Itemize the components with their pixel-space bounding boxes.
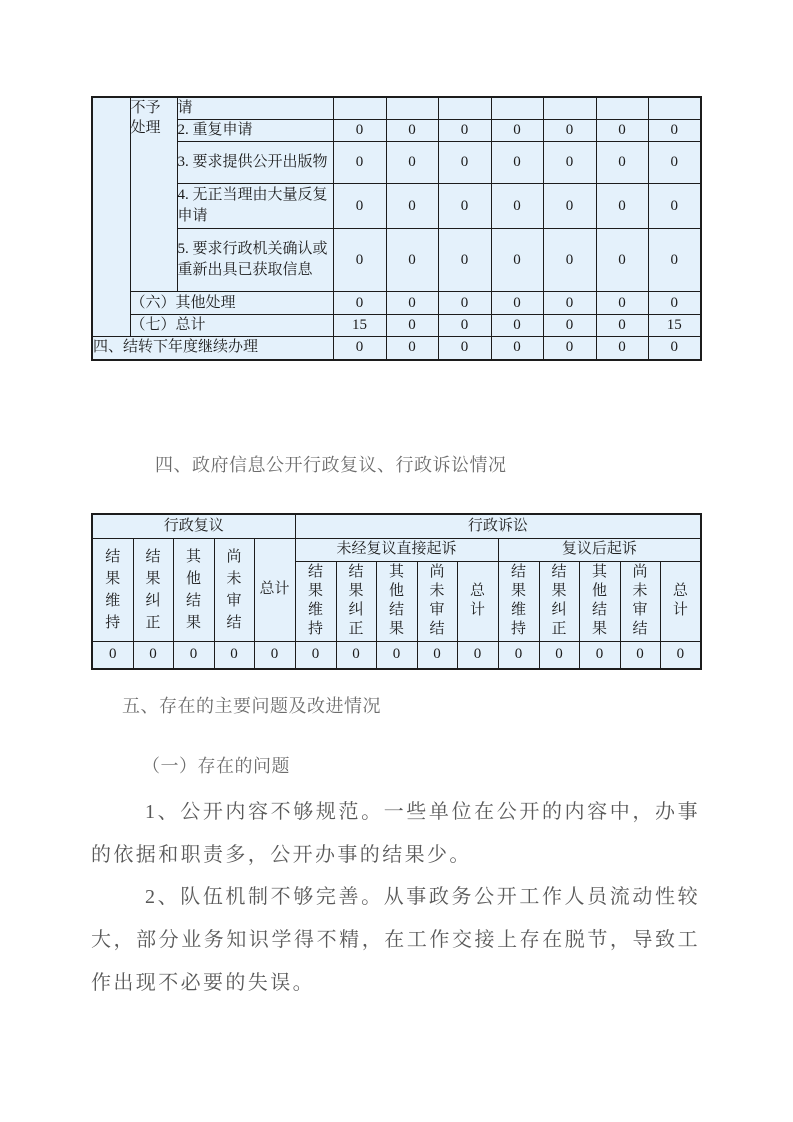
value-cell: 0: [336, 641, 376, 669]
problem-paragraph-1: 1、公开内容不够规范。一些单位在公开的内容中，办事的依据和职责多，公开办事的结果少。: [91, 801, 700, 866]
row-label: 4. 无正当理由大量反复申请: [177, 184, 333, 229]
value-cell: 0: [386, 184, 438, 229]
row-label: （六）其他处理: [130, 292, 333, 315]
column-label: 结果纠正: [336, 561, 376, 641]
value-cell: 0: [92, 641, 133, 669]
value-cell: 0: [543, 120, 596, 142]
value-cell: 0: [438, 120, 491, 142]
value-cell: 0: [386, 337, 438, 360]
value-cell: 0: [543, 142, 596, 184]
column-label: 结果维持: [92, 538, 133, 641]
value-cell: [648, 97, 701, 120]
value-cell: 15: [648, 315, 701, 337]
value-cell: 0: [491, 337, 543, 360]
direct-sue-header: 未经复议直接起诉: [295, 538, 498, 561]
value-cell: 0: [543, 337, 596, 360]
value-cell: 0: [457, 641, 498, 669]
value-cell: 0: [648, 184, 701, 229]
table-row: [92, 514, 701, 538]
table-row: [92, 315, 701, 337]
column-label: 结果纠正: [539, 561, 579, 641]
table-row: [92, 229, 701, 292]
value-cell: 0: [438, 184, 491, 229]
column-label: 结果维持: [498, 561, 539, 641]
value-cell: 0: [491, 315, 543, 337]
table-row: [92, 538, 701, 561]
value-cell: 0: [333, 142, 386, 184]
value-cell: 0: [543, 229, 596, 292]
value-cell: 0: [386, 315, 438, 337]
value-cell: 0: [173, 641, 214, 669]
value-cell: 0: [214, 641, 254, 669]
row-label: 3. 要求提供公开出版物: [177, 142, 333, 184]
column-label: 尚未审结: [620, 561, 660, 641]
value-cell: 0: [333, 229, 386, 292]
value-cell: [491, 97, 543, 120]
value-cell: 0: [543, 184, 596, 229]
value-cell: 0: [648, 337, 701, 360]
review-litigation-table: [91, 513, 702, 670]
value-cell: 0: [648, 292, 701, 315]
value-cell: [386, 97, 438, 120]
column-label: 其他结果: [376, 561, 417, 641]
value-cell: 0: [543, 292, 596, 315]
section5-subtitle: （一）存在的问题: [142, 756, 290, 776]
value-cell: 0: [386, 229, 438, 292]
value-cell: 0: [660, 641, 701, 669]
value-cell: 0: [596, 337, 648, 360]
value-cell: 0: [333, 337, 386, 360]
value-cell: 0: [648, 142, 701, 184]
column-label: 总计: [660, 561, 701, 641]
after-review-sue-header: 复议后起诉: [498, 538, 701, 561]
value-cell: 15: [333, 315, 386, 337]
section4-title: 四、政府信息公开行政复议、行政诉讼情况: [155, 455, 507, 475]
value-cell: 0: [438, 229, 491, 292]
review-header: 行政复议: [92, 514, 295, 538]
value-cell: 0: [648, 229, 701, 292]
value-cell: 0: [333, 184, 386, 229]
group-label: 不予处理: [130, 100, 161, 136]
value-cell: 0: [333, 292, 386, 315]
value-cell: 0: [386, 142, 438, 184]
column-label: 尚未审结: [214, 538, 254, 641]
value-cell: 0: [648, 120, 701, 142]
column-label: 其他结果: [579, 561, 620, 641]
value-cell: 0: [438, 337, 491, 360]
table-row: [92, 184, 701, 229]
row-label: 四、结转下年度继续办理: [92, 337, 333, 360]
value-cell: 0: [254, 641, 295, 669]
value-cell: 0: [539, 641, 579, 669]
value-cell: [438, 97, 491, 120]
value-cell: 0: [438, 315, 491, 337]
value-cell: 0: [491, 292, 543, 315]
value-cell: 0: [579, 641, 620, 669]
value-cell: 0: [386, 292, 438, 315]
group-label-cell: [130, 97, 177, 292]
value-cell: 0: [491, 120, 543, 142]
value-cell: 0: [620, 641, 660, 669]
value-cell: 0: [596, 120, 648, 142]
value-cell: 0: [596, 292, 648, 315]
row-label: 请: [177, 97, 333, 120]
value-cell: [543, 97, 596, 120]
value-cell: 0: [491, 229, 543, 292]
value-cell: 0: [543, 315, 596, 337]
value-cell: 0: [596, 315, 648, 337]
problem-paragraph-2: 2、队伍机制不够完善。从事政务公开工作人员流动性较大，部分业务知识学得不精，在工作交接上存在脱节，导致工作出现不必要的失误。: [91, 886, 700, 994]
column-label: 其他结果: [173, 538, 214, 641]
litigation-header: 行政诉讼: [295, 514, 701, 538]
table-row: [92, 142, 701, 184]
value-cell: 0: [596, 229, 648, 292]
empty-category-cell: [92, 97, 130, 337]
value-cell: 0: [295, 641, 336, 669]
section5-title: 五、存在的主要问题及改进情况: [122, 696, 381, 716]
value-cell: 0: [491, 184, 543, 229]
value-cell: 0: [438, 142, 491, 184]
table-row: [92, 337, 701, 360]
table-row: [92, 97, 701, 120]
column-label: 尚未审结: [417, 561, 457, 641]
value-cell: 0: [376, 641, 417, 669]
column-label: 结果纠正: [133, 538, 173, 641]
value-cell: 0: [491, 142, 543, 184]
column-label: 结果维持: [295, 561, 336, 641]
row-label: 2. 重复申请: [177, 120, 333, 142]
value-cell: [596, 97, 648, 120]
column-label: 总计: [254, 538, 295, 641]
value-cell: 0: [596, 184, 648, 229]
column-label: 总计: [457, 561, 498, 641]
value-cell: 0: [417, 641, 457, 669]
row-label: 5. 要求行政机关确认或重新出具已获取信息: [177, 229, 333, 292]
value-cell: 0: [438, 292, 491, 315]
row-label: （七）总计: [130, 315, 333, 337]
table-row: [92, 292, 701, 315]
value-cell: 0: [133, 641, 173, 669]
table-row: [92, 120, 701, 142]
value-cell: 0: [386, 120, 438, 142]
value-cell: 0: [333, 120, 386, 142]
table-row: [92, 641, 701, 669]
value-cell: [333, 97, 386, 120]
application-handling-table: [91, 96, 702, 361]
value-cell: 0: [498, 641, 539, 669]
value-cell: 0: [596, 142, 648, 184]
